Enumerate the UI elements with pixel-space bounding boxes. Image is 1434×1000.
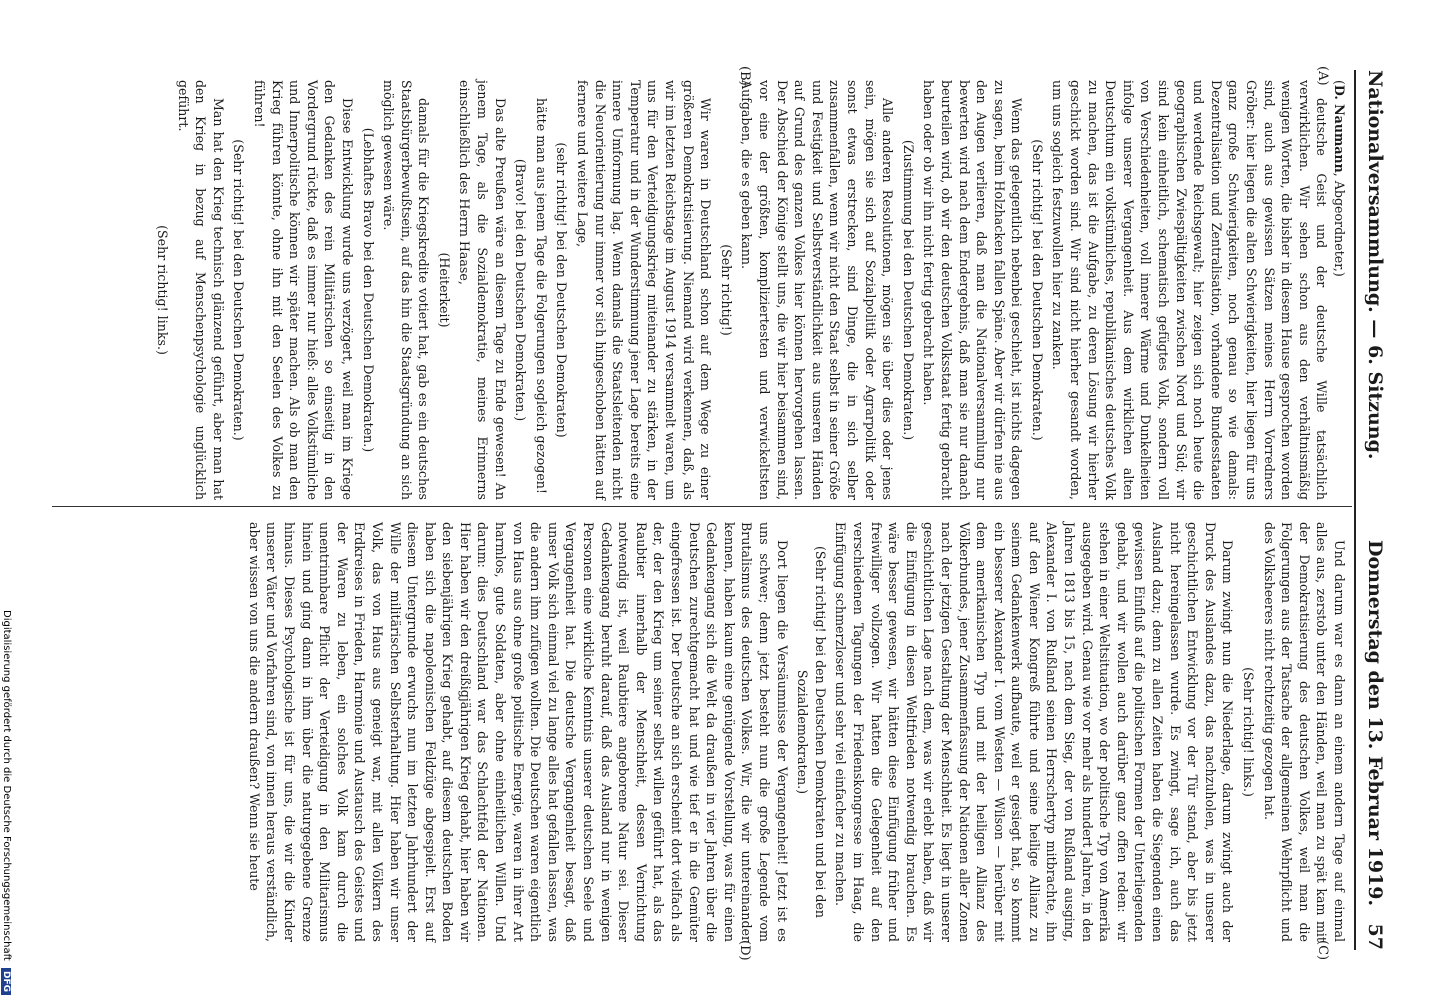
interjection: (Sehr richtig! links.): [155, 225, 170, 355]
margin-mark-c: (C): [1315, 940, 1330, 961]
margin-mark-b: (B): [737, 66, 752, 86]
interjection: (Sehr richtig! bei den Deutschen Demokraten.): [231, 139, 247, 441]
paragraph: Wenn das gelegentlich nebenbei geschieht, ist nichts dagegen zu sagen, beim Holzhacken fallen Späne. Aber wir dürfen nie aus den Augen verlieren, daß man die Nationalversammlung nur bewerten wird nach dem Endergebnis, daß man sie nur danach beurteilen wird, ob wir den deutschen Volksstaat fertig gebracht haben oder ob wir ihn nicht fertig gebracht haben.: [921, 80, 1025, 500]
interjection: (Bravo! bei den Deutschen Demokraten.): [513, 158, 529, 422]
interjection: (Sehr richtig! bei den Deutschen Demokraten.): [1029, 139, 1045, 441]
paragraph: Diese Entwicklung wurde uns verzögert, weil man im Kriege den Gedanken des rein Militärischen so einseitig in den Vordergrund rückte, daß es immer nur hieß: alles Volkstümliche und Innerpolitische können wir später machen. Als ob man den Krieg führen könnte, ohne ihn mit den Seelen des Volkes zu führen!: [251, 80, 355, 500]
paragraph: Wir waren in Deutschland schon auf dem Wege zu einer größeren Demokratisierung. Niemand wird verkennen, daß, als wir im letzten Reichstage im August 1914 versammelt waren, um uns für den Verteidigungskrieg miteinander zu stärken, in der Temperatur und in der Wunderstimmung jener Lage bereits eine innere Umformung lag. Wenn damals die Staatsleitenden nicht die Neuorientierung nur immer vor sich hingeschoben hätten auf fernere und weitere Lage,: [575, 80, 714, 500]
interjection: (Lebhaftes Bravo bei den Deutschen Demokraten.): [360, 127, 376, 453]
speaker-role: , Abgeordneter,: [1332, 172, 1347, 272]
margin-mark-a: (A): [1315, 66, 1330, 86]
interjection: (Zustimmung bei den Deutschen Demokraten.): [900, 139, 916, 441]
left-column: [150, 80, 1348, 500]
column-divider: [52, 506, 1352, 507]
running-head-left: Nationalversammlung. — 6. Sitzung.: [1364, 70, 1386, 460]
digitization-credit: [0, 610, 12, 993]
speaker-line: (D. Naumann, Abgeordneter,): [1332, 80, 1347, 277]
speaker-name: D. Naumann: [1332, 84, 1347, 173]
running-head: [1358, 70, 1392, 950]
interjection: (Sehr richtig!): [718, 244, 734, 336]
paragraph: Darum zwingt nun die Niederlage, darum zwingt auch der Druck des Auslandes dazu, das nachzuholen, was in unserer geschichtlichen Entwicklung vor der Tür stand, aber bis jetzt nicht hereingelassen wurde. Es zwingt, sage ich, auch das Ausland dazu; denn zu allen Zeiten haben die Siegenden einen gewissen Einfluß auf die politischen Formen der Unterliegenden gehabt, und wir wollen auch darüber ganz offen reden: wir stehen in einer Weltsituation, wo der politische Typ von Amerika ausgegeben wird. Genau wie vor mehr als hundert Jahren, in den Jahren 1813 bis 15, nach dem Sieg, der von Rußland ausging, Alexander I. von Rußland seinen Herrschertyp mitbrachte, ihn auf den Wiener Kongreß führte und seine heilige Allianz zu seinem Gedankenwerk aufbaute, weil er gesiegt hat, so kommt ein besserer Alexander I. vom Westen — Wilson — herüber mit dem amerikanischen Typ und mit der heiligen Allianz des Völkerbundes, jener Zusammenfassung der Nationen aller Zonen nach der jetzigen Gestaltung der Menschheit. Es liegt in unserer geschichtlichen Lage nach dem, was wir erlebt haben, daß wir die Einfügung in diesen Weltfrieden notwendig brauchen. Es wäre besser gewesen, wir hätten diese Einfügung früher und freiwilliger vollzogen. Wir hatten die Gelegenheit auf den verschiedenen Tagungen der Friedenskongresse im Haag, die Einfügung schmerzloser und sehr viel einfacher zu machen.: [833, 522, 1236, 942]
page-number: 57: [1364, 923, 1386, 950]
paragraph: Und darum war es dann an einem andern Tage auf einmal alles aus, zerstob unter den Händen, weil man zu spät kam mit der Demokratisierung des deutschen Volkes, weil man die Folgerungen aus der Tatsache der allgemeinen Wehrpflicht und des Volksheeres nicht rechtzeitig gezogen hat.: [1261, 522, 1347, 942]
paragraph: Alle anderen Resolutionen, mögen sie über dies oder jenes sein, mögen sie sich auf Sozialpolitik oder Agrarpolitik oder sonst etwas erstrecken, sind Dinge, die in sich selber zusammenfallen, wenn wir nicht den Staat selbst in seiner Größe und Festigkeit und Selbstverständlichkeit aus unseren Händen auf Grund des ganzen Volkes hier können hervorgehen lassen. Der Abschied der Könige stellt uns, die wir hier beisammen sind, vor eine der größten, kompliziertesten und verwickeltsten Aufgaben, die es geben kann.: [739, 80, 896, 500]
header-rule: [1354, 70, 1356, 950]
paragraph: deutsche Geist und der deutsche Wille tatsächlich verwirklichen. Wir sehen schon aus den verhältnismäßig wenigen Worten, die bisher in diesem Hause gesprochen worden sind, auch aus gewissen Sätzen meines Herrn Vorredners Gröber: hier liegen die alten Schwierigkeiten, hier liegen für uns ganz große Schwierigkeiten, noch genau so wie damals: Dezentralisation und Zentralisation, vorhandene Bundesstaaten und werdende Reichsgewalt; hier zeigen sich noch heute die geographischen Zwiespältigkeiten zwischen Nord und Süd; wir sind kein einheitlich, schematisch gefügtes Volk, sondern voll von Verschiedenheiten, voll innerer Wärme und Dunkelheiten infolge unserer Vergangenheit. Aus dem wirklichen alten Deutschtum ein volkstümliches, republikanisches deutsches Volk zu machen, das ist die Aufgabe, zu deren Lösung wir hierher geschickt worden sind. Wir sind nicht hierher gesandt worden, um uns sogleich festzuwollen hier zu zanken.: [1050, 80, 1330, 500]
interjection: (Sehr richtig! links.): [1241, 667, 1257, 797]
paragraph: damals für die Kriegskredite votiert hat, gab es ein deutsches Staatsbürgerbewußtsein, auf das hin die Staatsgründung an sich möglich gewesen wäre.: [381, 80, 432, 500]
right-column: [245, 522, 1348, 942]
interjection: (Sehr richtig! bei den Deutschen Demokraten und bei den Sozialdemokraten.): [795, 546, 828, 918]
dfg-logo: DFG: [1, 968, 11, 995]
paragraph: Das alte Preußen wäre an diesem Tage zu Ende gewesen! An jenem Tage, als die Sozialdemokratie, meines Erinnerns einschließlich des Herrn Haase,: [457, 80, 508, 500]
paragraph: Dort liegen die Versäumnisse der Vergangenheit! Jetzt ist es uns schwer; denn jetzt besteht nun die große Legende vom Brutalismus des deutschen Volkes. Wir, die wir untereinander kennen, haben kaum eine genügende Vorstellung, was für einen Gedankengang sich die Welt da draußen in vier Jahren über die Deutschen zurechtgemacht hat und wie tief er in die Gemüter eingefressen ist. Der Deutsche an sich erscheint dort vielfach als der, der den Krieg um seiner selbst willen geführt hat, als das Raubtier innerhalb der Menschheit, dessen Vernichtung notwendig ist, weil Raubtiere angeborene Natur sei. Dieser Gedankengang beruht darauf, daß das Ausland nur in wenigen Personen eine wirkliche Kenntnis unserer deutschen Seele und Vergangenheit hat. Die deutsche Vergangenheit besagt, daß unser Volk sich einmal viel zu lange alles hat gefallen lassen, was die andern ihm zufügen wollten. Die Deutschen waren eigentlich von Haus aus ohne große politische Energie, waren in ihrer Art harmlos, gute Soldaten, aber ohne einheitlichen Willen. Und darum: dies Deutschland war das Schlachtfeld der Nationen. Hier haben wir den dreißigjährigen Krieg gehabt, hier haben wir den siebenjährigen Krieg gehabt, auf diesem deutschen Boden haben sich die napoleonischen Feldzüge abgespielt. Erst auf diesem Untergrunde erwuchs nun im letzten Jahrhundert der Wille der militärischen Selbsterhaltung. Hier haben wir unser Volk, das von Haus aus geneigt war, mit allen Völkern des Erdkreises in Frieden, Harmonie und Austausch des Geistes und der Waren zu leben, ein solches Volk kam durch die unentrinnbare Pflicht der Verteidigung in den Militarismus hinein und ging dann in ihm über die naturgegebene Grenze hinaus. Dieses Psychologische ist für uns, die wir die Kinder unserer Väter und Vorfahren sind, von innen heraus verständlich, aber wissen von uns die andern draußen? Wenn sie heute: [246, 522, 790, 942]
interjection: (Heiterkeit): [436, 252, 452, 328]
credit-text: Digitalisierung gefördert durch die Deutsche Forschungsgemeinschaft: [1, 610, 12, 961]
interjection: (sehr richtig! bei den Deutschen Demokraten): [554, 142, 570, 438]
paragraph: Man hat den Krieg technisch glänzend geführt, aber man hat den Krieg in bezug auf Menschenpsychologie unglücklich geführt.: [175, 80, 226, 500]
paragraph: hätte man aus jenem Tage die Folgerungen sogleich gezogen!: [533, 98, 549, 494]
running-head-right: Donnerstag den 13. Februar 1919.: [1364, 540, 1386, 907]
margin-mark-d: (D): [737, 940, 752, 961]
